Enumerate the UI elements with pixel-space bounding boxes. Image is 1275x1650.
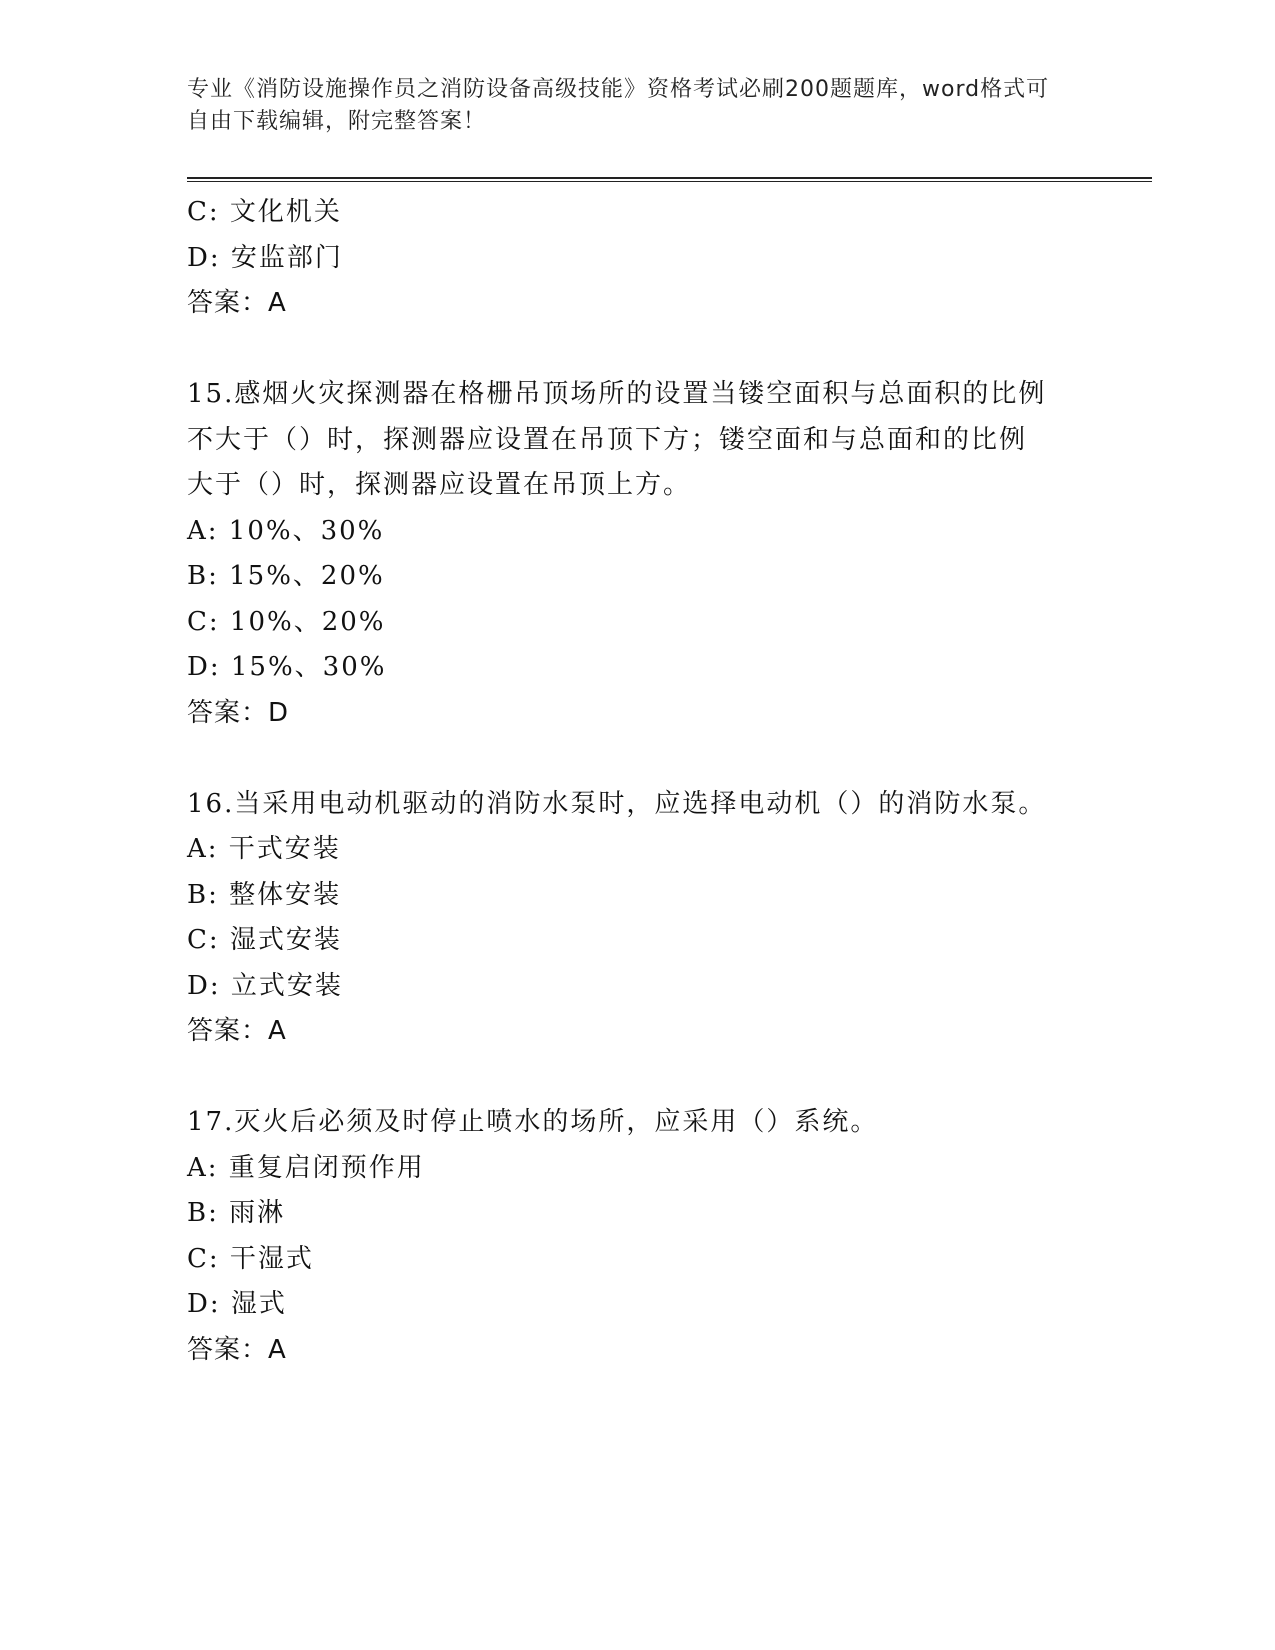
answer-line: 答案：A — [187, 1016, 287, 1046]
question-16 — [187, 782, 1147, 1055]
answer-line: 答案：D — [187, 697, 290, 728]
option-b: B: 雨淋 — [187, 1198, 286, 1228]
option-b: B: 15%、20% — [187, 561, 385, 591]
answer-line: 答案：A — [187, 1334, 287, 1365]
option-a: A: 重复启闭预作用 — [187, 1152, 425, 1183]
option-d: D: 安监部门 — [187, 242, 343, 273]
option-c: C: 文化机关 — [187, 197, 342, 227]
option-d: D: 立式安装 — [187, 970, 343, 1001]
question-list — [187, 190, 1147, 1373]
option-c: C: 10%、20% — [187, 606, 386, 637]
answer-line: 答案：A — [187, 288, 287, 318]
question-stem-line: 大于（）时，探测器应设置在吊顶上方。 — [187, 470, 692, 500]
option-a: A: 干式安装 — [187, 834, 341, 864]
option-d: D: 湿式 — [187, 1289, 287, 1319]
header-divider — [187, 177, 1152, 182]
document-header: 专业《消防设施操作员之消防设备高级技能》资格考试必刷200题题库，word格式可自由下载编辑，附完整答案！ — [187, 77, 1050, 134]
option-d: D: 15%、30% — [187, 652, 387, 682]
option-c: C: 干湿式 — [187, 1243, 314, 1274]
question-17 — [187, 1100, 1147, 1373]
option-c: C: 湿式安装 — [187, 925, 342, 955]
question-15 — [187, 372, 1147, 736]
option-a: A: 10%、30% — [187, 515, 385, 546]
question-stem-line: 16.当采用电动机驱动的消防水泵时，应选择电动机（）的消防水泵。 — [187, 788, 1047, 819]
option-b: B: 整体安装 — [187, 879, 342, 910]
question-stem-line: 17.灭火后必须及时停止喷水的场所，应采用（）系统。 — [187, 1107, 879, 1137]
question-stem-line: 15.感烟火灾探测器在格栅吊顶场所的设置当镂空面积与总面积的比例 — [187, 379, 1047, 409]
question-stem-line: 不大于（）时，探测器应设置在吊顶下方；镂空面和与总面和的比例 — [187, 424, 1028, 455]
